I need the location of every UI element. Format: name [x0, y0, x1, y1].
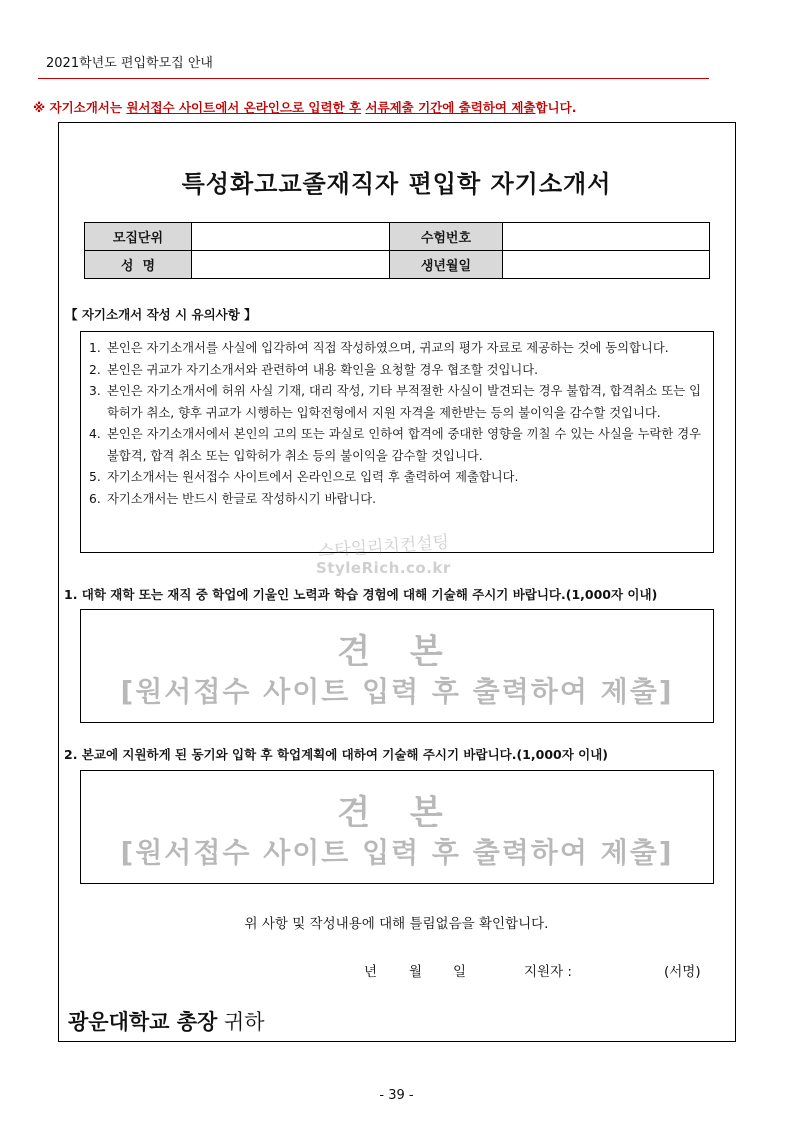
- date-month-label: 월: [409, 964, 423, 980]
- note-text: 자기소개서는 원서접수 사이트에서 온라인으로 입력 후 출력하여 제출합니다.: [107, 470, 519, 484]
- page-number: - 39 -: [379, 1088, 414, 1103]
- note-text: 본인은 자기소개서에서 본인의 고의 또는 과실로 인하여 합격에 중대한 영향을 끼칠 수 있는 사실을 누락한 경우 불합격, 합격 취소 또는 입학허가 취소 등의 불이익을 감수할 것입니다.: [107, 427, 701, 463]
- question-1-title: 1. 대학 재학 또는 재직 중 학업에 기울인 노력과 학습 경험에 대해 기술해 주시기 바랍니다.(1,000자 이내): [64, 587, 658, 602]
- sample-stamp: 견 본: [337, 632, 457, 672]
- note-number: 3.: [89, 384, 101, 398]
- sample-instruction: [원서접수 사이트 입력 후 출력하여 제출]: [120, 836, 674, 869]
- recruit-unit-label: 모집단위: [85, 223, 192, 251]
- notice-underlined-1: 원서접수 사이트에서 온라인으로 입력한 후: [126, 100, 362, 115]
- note-text: 자기소개서는 반드시 한글로 작성하시기 바랍니다.: [107, 491, 376, 506]
- note-number: 5.: [89, 470, 101, 484]
- watermark-url: StyleRich.co.kr: [316, 559, 451, 577]
- note-text: 본인은 자기소개서를 사실에 입각하여 직접 작성하였으며, 귀교의 평가 자료로 제공하는 것에 동의합니다.: [107, 341, 669, 355]
- question-2-answer-box[interactable]: [80, 770, 714, 884]
- document-header-title: 2021학년도 편입학모집 안내: [46, 56, 213, 71]
- recruit-unit-field[interactable]: [191, 223, 389, 251]
- confirmation-statement: 위 사항 및 작성내용에 대해 틀림없음을 확인합니다.: [244, 916, 549, 932]
- submission-notice: [33, 98, 576, 116]
- note-text: 본인은 자기소개서에 허위 사실 기재, 대리 작성, 기타 부적절한 사실이 발견되는 경우 불합격, 합격취소 또는 입학허가 취소, 향후 귀교가 시행하는 입학전형에서 지원 자격을 제한받는 등의 불이익을 감수할 것입니다.: [107, 384, 701, 420]
- date-day-label: 일: [453, 964, 467, 980]
- recipient-line: [68, 1006, 265, 1036]
- notice-underlined-2: 서류제출 기간에 출력하여 제출: [365, 100, 536, 115]
- applicant-label: 지원자 :: [524, 964, 572, 980]
- note-item: [89, 489, 701, 511]
- note-item: [89, 381, 701, 424]
- form-title: 특성화고교졸재직자 편입학 자기소개서: [181, 170, 612, 198]
- note-item: [89, 338, 701, 360]
- applicant-info-table: [84, 222, 710, 279]
- question-2-title: 2. 본교에 지원하게 된 동기와 입학 후 학업계획에 대하여 기술해 주시기 바랍니다.(1,000자 이내): [64, 747, 609, 762]
- watermark-brand: 스타일리치컨설팅: [317, 532, 450, 562]
- date-year-label: 년: [364, 964, 378, 980]
- note-number: 6.: [89, 491, 101, 506]
- notes-section-title: 【 자기소개서 작성 시 유의사항 】: [65, 307, 257, 322]
- notes-box: [80, 331, 714, 553]
- recipient-name: 광운대학교 총장: [68, 1010, 218, 1034]
- birthdate-field[interactable]: [503, 251, 710, 279]
- question-1-answer-box[interactable]: [80, 609, 714, 723]
- note-number: 1.: [89, 341, 101, 355]
- birthdate-label: 생년월일: [389, 251, 503, 279]
- exam-number-field[interactable]: [503, 223, 710, 251]
- note-item: [89, 424, 701, 467]
- notice-prefix: ※ 자기소개서는: [33, 100, 127, 115]
- header-divider: [38, 78, 709, 79]
- notice-suffix: 합니다.: [535, 100, 577, 115]
- recipient-honorific: 귀하: [217, 1010, 265, 1034]
- note-text: 본인은 귀교가 자기소개서와 관련하여 내용 확인을 요청할 경우 협조할 것입니다.: [107, 362, 539, 377]
- sample-instruction: [원서접수 사이트 입력 후 출력하여 제출]: [120, 675, 674, 708]
- note-number: 4.: [89, 427, 101, 441]
- name-label: 성 명: [85, 251, 192, 279]
- name-field[interactable]: [191, 251, 389, 279]
- note-item: [89, 360, 701, 382]
- signature-label[interactable]: (서명): [664, 964, 701, 980]
- sample-stamp: 견 본: [337, 793, 457, 833]
- notes-list: [89, 338, 701, 510]
- note-item: [89, 467, 701, 489]
- exam-number-label: 수험번호: [389, 223, 503, 251]
- note-number: 2.: [89, 362, 101, 377]
